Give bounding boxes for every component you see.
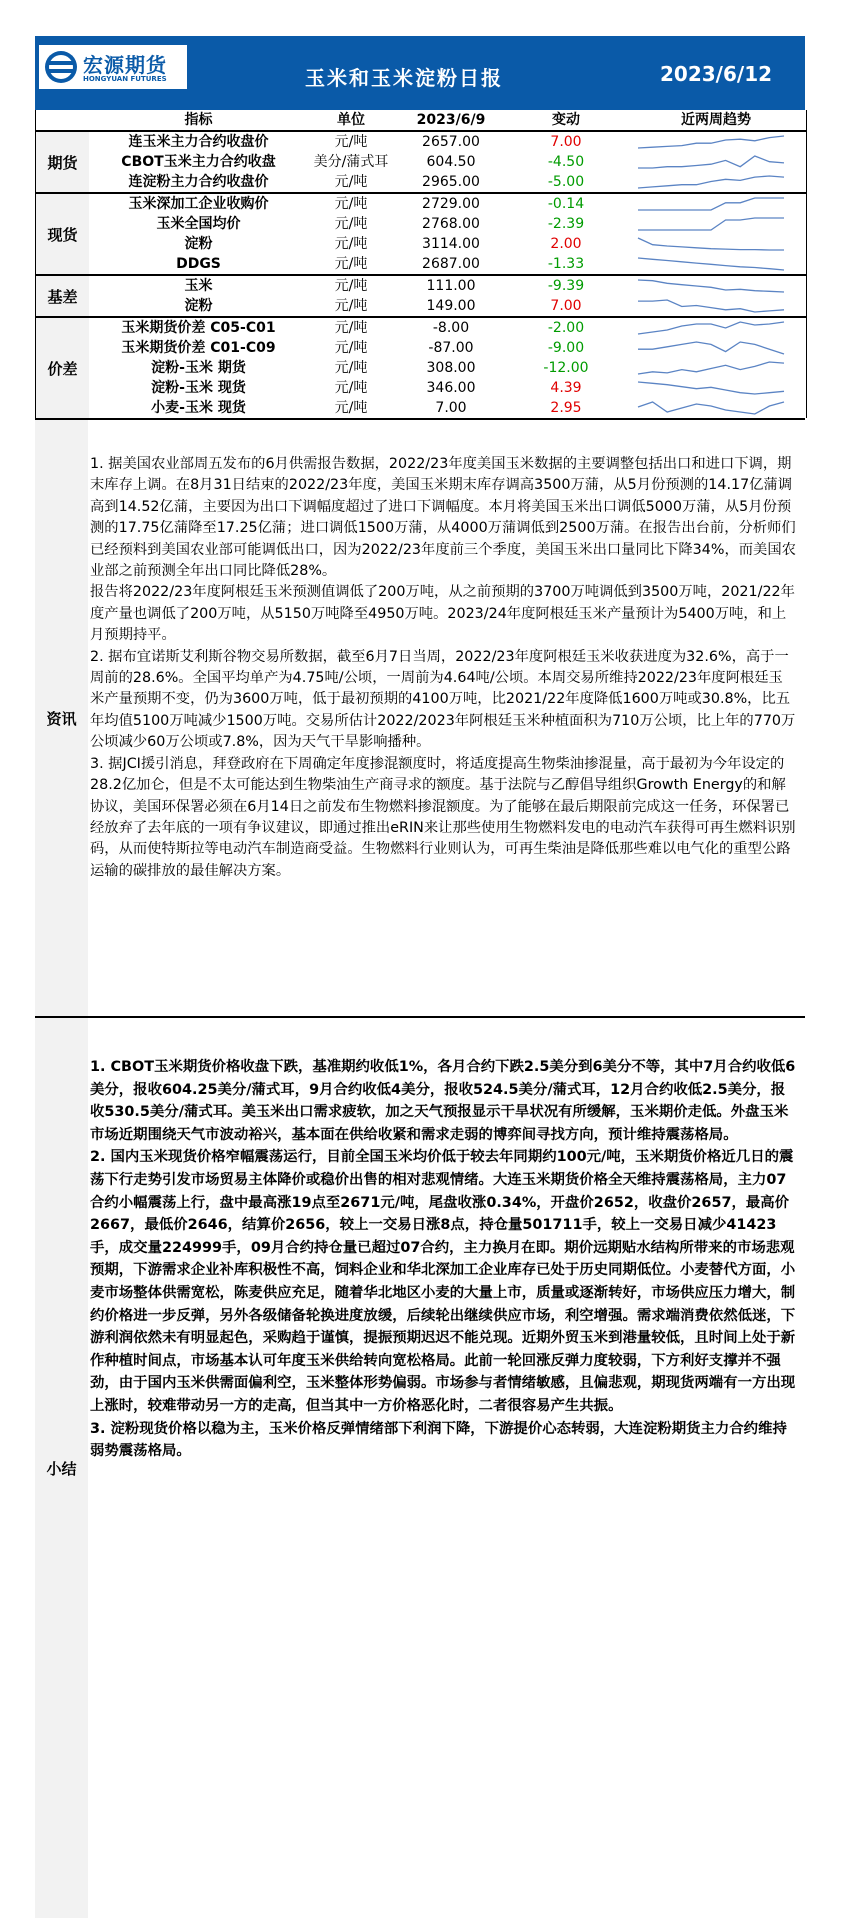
value-cell: 3114.00: [422, 236, 480, 252]
value-cell: 2687.00: [422, 256, 480, 272]
unit-cell: 元/吨: [334, 216, 368, 232]
report-date: 2023/6/12: [660, 62, 773, 86]
report: [35, 36, 805, 1918]
summary-paragraph: 2. 国内玉米现货价格窄幅震荡运行，目前全国玉米均价低于较去年同期约100元/吨，玉米期货价格近几日的震荡下行走势引发市场贸易主体降价或稳价出售的相对悲观情绪。大连玉米期货价格全天维持震荡格局，主力07合约小幅震荡上行，盘中最高涨19点至2671元/吨，尾盘收涨0.34%，开盘价2652，收盘价2657，最高价2667，最低价2646，结算价2656，较上一交易日涨8点，持仓量501711手，较上一交易日减少41423手，成交量224999手，09月合约持仓量已超过07合约，主力换月在即。期价远期贴水结构所带来的市场悲观预期，下游需求企业补库积极性不高，饲料企业和华北深加工企业库存已处于历史同期低位。小麦替代方面，小麦市场整体供需宽松，陈麦供应充足，随着华北地区小麦的大量上市，质量或逐渐转好，市场供应压力增大，制约价格进一步反弹，另外各级储备轮换进度放缓，后续轮出继续供应市场，利空增强。需求端消费依然低迷，下游利润依然未有明显起色，采购趋于谨慎，提振预期迟迟不能兑现。近期外贸玉米到港量较低，且时间上处于新作种植时间点，市场基本认可年度玉米供给转向宽松格局。此前一轮回涨反弹力度较弱，下方利好支撑并不强劲，由于国内玉米供需面偏利空，玉米整体形势偏弱。市场参与者情绪敏感，且偏悲观，期现货两端有一方出现上涨时，较难带动另一方的走高，但当其中一方价格恶化时，二者很容易产生共振。: [90, 1149, 796, 1414]
table-row: [36, 378, 806, 398]
change-cell: 7.00: [550, 134, 582, 150]
table-header-row: [36, 110, 806, 130]
sparkline-path: [638, 258, 784, 270]
table-row: [36, 234, 806, 254]
table-group: [36, 274, 806, 316]
table-row: [36, 338, 806, 358]
unit-cell: 元/吨: [334, 360, 368, 376]
trend-sparkline: [636, 297, 786, 315]
value-cell: 2729.00: [422, 196, 480, 212]
table-row: [36, 358, 806, 378]
indicator-cell: DDGS: [176, 256, 221, 272]
column-header-date: 2023/6/9: [416, 112, 486, 128]
sparkline-path: [638, 280, 784, 292]
column-header-unit: 单位: [337, 112, 365, 128]
unit-cell: 元/吨: [334, 400, 368, 416]
column-header-indicator: 指标: [184, 112, 213, 128]
table-row: [36, 132, 806, 152]
table-row: [36, 318, 806, 338]
indicator-cell: 小麦-玉米 现货: [151, 400, 246, 416]
news-section-label: 资讯: [35, 420, 88, 1016]
value-cell: 149.00: [426, 298, 476, 314]
trend-sparkline: [636, 359, 786, 377]
table-row: [36, 276, 806, 296]
group-label: 现货: [36, 194, 89, 274]
sparkline-path: [638, 322, 784, 334]
indicator-cell: 玉米全国均价: [156, 216, 241, 232]
logo-english-text: HONGYUAN FUTURES: [83, 75, 167, 83]
value-cell: -8.00: [432, 320, 470, 336]
unit-cell: 元/吨: [334, 256, 368, 272]
trend-sparkline: [636, 379, 786, 397]
unit-cell: 美分/蒲式耳: [313, 154, 389, 170]
table-groups: [36, 130, 806, 418]
indicator-cell: 连淀粉主力合约收盘价: [128, 174, 269, 190]
sparkline-path: [638, 362, 784, 374]
trend-sparkline: [636, 399, 786, 417]
sparkline-path: [638, 176, 784, 188]
change-cell: -2.39: [547, 216, 585, 232]
group-label: 期货: [36, 132, 89, 192]
trend-sparkline: [636, 215, 786, 233]
sparkline-path: [638, 300, 784, 312]
unit-cell: 元/吨: [334, 174, 368, 190]
value-cell: 7.00: [435, 400, 467, 416]
unit-cell: 元/吨: [334, 278, 368, 294]
change-cell: -0.14: [547, 196, 585, 212]
change-cell: 2.95: [550, 400, 582, 416]
unit-cell: 元/吨: [334, 380, 368, 396]
trend-sparkline: [636, 255, 786, 273]
column-header-trend: 近两周趋势: [681, 112, 751, 128]
summary-section: [35, 1016, 805, 1918]
news-paragraph: 1. 据美国农业部周五发布的6月供需报告数据，2022/23年度美国玉米数据的主要调整包括出口和进口下调，期末库存上调。在8月31日结束的2022/23年度，美国玉米期末库存调高3500万蒲，从5月份预测的14.17亿蒲调高到14.52亿蒲，主要因为出口下调幅度超过了进口下调幅度。本月将美国玉米出口调低5000万蒲，从5月份预测的17.75亿蒲降至17.25亿蒲；进口调低1500万蒲，从4000万蒲调低到2500万蒲。在报告出台前，分析师们已经预料到美国农业部可能调低出口，因为2022/23年度前三个季度，美国玉米出口量同比下降34%，而美国农业部之前预测全年出口同比降低28%。: [90, 456, 796, 580]
trend-sparkline: [636, 173, 786, 191]
report-title: 玉米和玉米淀粉日报: [305, 66, 503, 90]
group-label: 基差: [36, 276, 89, 316]
unit-cell: 元/吨: [334, 196, 368, 212]
news-section: [35, 418, 805, 1016]
sparkline-path: [638, 382, 784, 394]
indicator-cell: 玉米: [184, 278, 213, 294]
trend-sparkline: [636, 195, 786, 213]
change-cell: -2.00: [547, 320, 585, 336]
table-row: [36, 254, 806, 274]
trend-sparkline: [636, 277, 786, 295]
change-cell: -4.50: [547, 154, 585, 170]
news-paragraph: 2. 据布宜诺斯艾利斯谷物交易所数据，截至6月7日当周，2022/23年度阿根廷玉米收获进度为32.6%，高于一周前的28.6%。全国平均单产为4.75吨/公顷，一周前为4.64吨/公顷。本周交易所维持2022/23年度阿根廷玉米产量预期不变，仍为3600万吨，低于最初预期的4100万吨，比2021/22年度降低1600万吨或30.8%，比五年均值5100万吨减少1500万吨。交易所估计2022/2023年阿根廷玉米种植面积为710万公顷，比上年的770万公顷减少60万公顷或7.8%，因为天气干旱影响播种。: [90, 648, 796, 751]
change-cell: -1.33: [547, 256, 585, 272]
summary-body: [88, 1018, 805, 1463]
sparkline-path: [638, 342, 784, 354]
change-cell: 7.00: [550, 298, 582, 314]
indicator-cell: 淀粉: [184, 298, 213, 314]
report-header: [35, 36, 805, 110]
change-cell: -9.39: [547, 278, 585, 294]
value-cell: 308.00: [426, 360, 476, 376]
sparkline-path: [638, 218, 784, 230]
table-row: [36, 152, 806, 172]
sparkline-path: [638, 198, 784, 210]
indicator-cell: 玉米深加工企业收购价: [128, 196, 269, 212]
indicator-table: [35, 110, 807, 418]
sparkline-path: [638, 136, 784, 148]
indicator-cell: 玉米期货价差 C01-C09: [121, 340, 276, 356]
summary-paragraph: 3. 淀粉现货价格以稳为主，玉米价格反弹情绪部下利润下降，下游提价心态转弱，大连淀粉期货主力合约维持弱势震荡格局。: [90, 1420, 787, 1460]
table-group: [36, 316, 806, 418]
logo-emblem-icon: [44, 50, 78, 84]
change-cell: -5.00: [547, 174, 585, 190]
news-body: [88, 420, 805, 882]
summary-section-label: 小结: [35, 1018, 88, 1918]
value-cell: 604.50: [426, 154, 476, 170]
table-row: [36, 172, 806, 192]
logo-chinese-text: 宏源期货: [83, 53, 167, 77]
indicator-cell: 淀粉-玉米 期货: [151, 360, 246, 376]
value-cell: 2657.00: [422, 134, 480, 150]
value-cell: 2768.00: [422, 216, 480, 232]
trend-sparkline: [636, 235, 786, 253]
value-cell: 346.00: [426, 380, 476, 396]
trend-sparkline: [636, 153, 786, 171]
unit-cell: 元/吨: [334, 134, 368, 150]
table-row: [36, 214, 806, 234]
news-paragraph: 3. 据JCI援引消息，拜登政府在下周确定年度掺混额度时，将适度提高生物柴油掺混量，高于最初为今年设定的28.2亿加仑，但是不太可能达到生物柴油生产商寻求的额度。基于法院与乙醇倡导组织Growth Energy的和解协议，美国环保署必须在6月14日之前发布生物燃料掺混额度。为了能够在最后期限前完成这一任务，环保署已经放弃了去年底的一项有争议建议，即通过推出eRIN来让那些使用生物燃料发电的电动汽车获得可再生燃料识别码，从而使特斯拉等电动汽车制造商受益。生物燃料行业则认为，可再生柴油是降低那些难以电气化的重型公路运输的碳排放的最佳解决方案。: [90, 755, 796, 879]
sparkline-path: [638, 156, 784, 168]
table-row: [36, 194, 806, 214]
change-cell: 4.39: [550, 380, 582, 396]
value-cell: 111.00: [426, 278, 476, 294]
trend-sparkline: [636, 339, 786, 357]
trend-sparkline: [636, 133, 786, 151]
trend-sparkline: [636, 319, 786, 337]
table-group: [36, 192, 806, 274]
news-paragraph: 报告将2022/23年度阿根廷玉米预测值调低了200万吨，从之前预期的3700万吨调低到3500万吨，2021/22年度产量也调低了200万吨，从5150万吨降至4950万吨。2023/24年度阿根廷玉米产量预计为5400万吨，和上月预期持平。: [90, 584, 795, 644]
table-row: [36, 296, 806, 316]
table-row: [36, 398, 806, 418]
group-label: 价差: [36, 318, 89, 418]
value-cell: -87.00: [428, 340, 474, 356]
change-cell: 2.00: [550, 236, 582, 252]
company-logo: [39, 45, 187, 89]
indicator-cell: 淀粉: [184, 236, 213, 252]
indicator-cell: 玉米期货价差 C05-C01: [121, 320, 276, 336]
table-group: [36, 130, 806, 192]
indicator-cell: 淀粉-玉米 现货: [151, 380, 246, 396]
indicator-cell: CBOT玉米主力合约收盘: [121, 154, 276, 170]
unit-cell: 元/吨: [334, 236, 368, 252]
sparkline-path: [638, 402, 784, 414]
unit-cell: 元/吨: [334, 298, 368, 314]
summary-paragraph: 1. CBOT玉米期货价格收盘下跌，基准期约收低1%，各月合约下跌2.5美分到6美分不等，其中7月合约收低6美分，报收604.25美分/蒲式耳，9月合约收低4美分，报收524.5美分/蒲式耳，12月合约收低2.5美分，报收530.5美分/蒲式耳。美玉米出口需求疲软，加之天气预报显示干旱状况有所缓解，玉米期价走低。外盘玉米市场近期围绕天气市波动裕兴，基本面在供给收紧和需求走弱的博弈间寻找方向，预计维持震荡格局。: [90, 1059, 796, 1143]
unit-cell: 元/吨: [334, 340, 368, 356]
sparkline-path: [638, 238, 784, 250]
change-cell: -9.00: [547, 340, 585, 356]
unit-cell: 元/吨: [334, 320, 368, 336]
column-header-change: 变动: [552, 112, 580, 128]
change-cell: -12.00: [543, 360, 589, 376]
value-cell: 2965.00: [422, 174, 480, 190]
indicator-cell: 连玉米主力合约收盘价: [128, 134, 269, 150]
